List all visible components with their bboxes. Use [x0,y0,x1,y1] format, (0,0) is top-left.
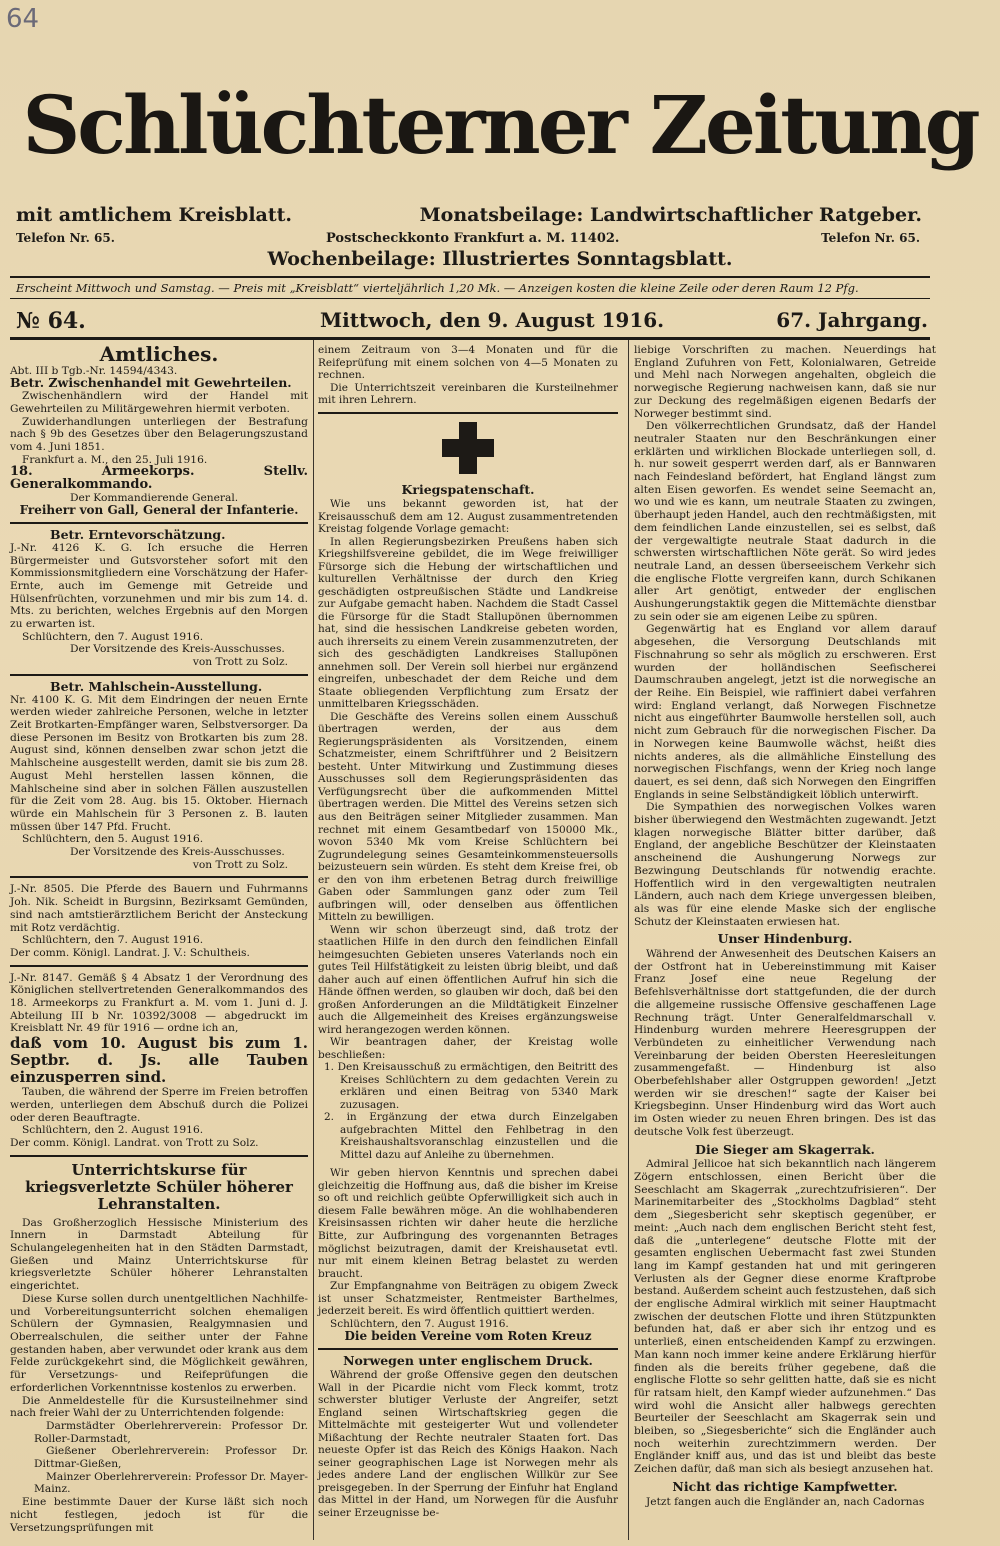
signature-title: Der Kommandierende General. [70,490,239,504]
paragraph: In allen Regierungsbezirken Preußens haben sich Kriegshilfsvereine gebildet, die im Wege freiwilliger Fürsorge sich die Hebung der wirtschaftlichen und kulturellen Verhältnisse der durch den Krieg geschädigten ostpreußischen Städte und Landkreise zur Aufgabe gemacht haben. Nachdem die Stadt Cassel die Fürsorge für die Stadt Stallupönen übernommen hat, sind die hessischen Landkreise gebeten worden, auch ihrerseits zu einem Verein zusammenzutreten, der sich des geschädigten Landkreises Stallupönen annehmen soll. Der Verein soll hierbei nur ergänzend eingreifen, unbeschadet der dem Reiche und dem Staate obliegenden Verpflichtung zum Ersatz der unmittelbaren Kriegsschäden. [318,535,618,711]
publication-info: Erscheint Mittwoch und Samstag. — Preis mit „Kreisblatt“ vierteljährlich 1,20 Mk. — Anzeigen kosten die kleine Zeile oder deren Raum 12 Pfg. [16,281,859,295]
pigeon-order: daß vom 10. August bis zum 1. Septbr. d. Js. alle Tauben einzusperren sind. [10,1034,308,1087]
separator [318,412,618,414]
notice-subject: Betr. Mahlschein-Ausstellung. [50,678,263,694]
section-heading-amtliches: Amtliches. [99,342,219,366]
section-heading-unterrichtskurse: Unterrichtskurse für kriegsverletzte Schüler höherer Lehranstalten. [25,1160,293,1213]
place-date: Schlüchtern, den 7. August 1916. [22,933,204,947]
place-date: Schlüchtern, den 5. August 1916. [22,832,204,846]
column-divider-1 [313,340,314,1540]
section-heading-norwegen: Norwegen unter englischem Druck. [343,1352,593,1368]
paragraph: liebige Vorschriften zu machen. Neuerdings hat England Zufuhren von Fett, Kolonialwaren, Getreide und Mehl nach Norwegen angehalten, obgleich die norwegische Regierung nachweisen kann, daß sie nur zur Deckung des regelmäßigen eigenen Bedarfs der Norweger bestimmt sind. [634,343,936,420]
paragraph: J.-Nr. 8147. Gemäß § 4 Absatz 1 der Verordnung des Königlichen stellvertretenden Generalkommandos des 18. Armeekorps zu Frankfurt a. M. vom 1. Juni d. J. Abteilung III b Nr. 10392/3008 — abgedruckt im Kreisblatt Nr. 49 für 1916 — ordne ich an, [10,970,308,1035]
issue-date: Mittwoch, den 9. August 1916. [320,308,665,332]
paragraph: Wir geben hiervon Kenntnis und sprechen dabei gleichzeitig die Hoffnung aus, daß die bisher im Kreise so oft und reichlich geübte Opferwilligkeit sich auch in diesem Falle bewähren möge. An die wohlhabenderen Kreisinsassen richten wir daher heute die herzliche Bitte, zur Aufbringung des vorgenannten Betrages möglichst beizutragen, damit der Kreishausetat evtl. nur mit einem kleinen Betrag belastet zu werden braucht. [318,1167,618,1280]
ref-number: Abt. III b Tgb.-Nr. 14594/4343. [10,363,178,377]
place-date: Schlüchtern, den 7. August 1916. [330,1317,509,1330]
weekly-supplement: Wochenbeilage: Illustriertes Sonntagsblatt. [267,248,733,270]
signature: von Trott zu Solz. [192,857,288,871]
telephone-right: Telefon Nr. 65. [821,231,920,245]
list-item: Mainzer Oberlehrerverein: Professor Dr. Mayer-Mainz. [34,1469,308,1496]
paragraph: Das Großherzoglich Hessische Ministerium des Innern in Darmstadt Abteilung für Schulangelegenheiten hat in den Städten Darmstadt, Gießen und Mainz Unterrichtskurse für kriegsverletzte Schüler höherer Lehranstalten eingerichtet. [10,1215,308,1293]
subtitle-monthly-supplement: Monatsbeilage: Landwirtschaftlicher Ratgeber. [419,204,922,226]
column-2 [318,344,618,1519]
paragraph: Während der Anwesenheit des Deutschen Kaisers an der Ostfront hat in Uebereinstimmung mit Kaiser Franz Josef eine neue Regelung der Befehlsverhältnisse dort stattgefunden, die der durch die allgemeine russische Offensive geschaffenen Lage Rechnung trägt. Unter Generalfeldmarschall v. Hindenburg wurden mehrere Heeresgruppen der Verbündeten zu einheitlicher Verwendung nach Vereinbarung der beiden Obersten Heeresleitungen zusammengefaßt. — Hindenburg ist also Oberbefehlshaber aller Ostgruppen geworden! „Jetzt werden wir sie dreschen!“ sagte der Kaiser bei Kriegsbeginn. Unser Hindenburg wird das Wort auch im Osten wieder zu neuen Ehren bringen. Des ist das deutsche Volk fest überzeugt. [634,947,936,1138]
separator [10,965,308,967]
paragraph: Zur Empfangnahme von Beiträgen zu obigem Zweck ist unser Schatzmeister, Rentmeister Barthelmes, jederzeit bereit. Es wird öffentlich quittiert werden. [318,1280,618,1318]
paragraph: Die Geschäfte des Vereins sollen einem Ausschuß übertragen werden, der aus dem Regierungspräsidenten als Vorsitzenden, einem Schatzmeister, einem Schriftführer und 2 Beisitzern besteht. Unter Mitwirkung und Zustimmung dieses Ausschusses soll dem Regierungspräsidenten das Verfügungsrecht über die aufkommenden Mittel übertragen werden. Die Mittel des Vereins setzen sich aus den Beiträgen seiner Mitglieder zusammen. Man rechnet mit einem Gesamtbedarf von 150000 Mk., wovon 5340 Mk vom Kreise Schlüchtern bei Zugrundelegung seines Gesamteinkommensteuersolls beizusteuern sein würden. Es steht dem Kreise frei, ob er den von ihm erbetenen Betrag durch freiwillige Gaben oder Sammlungen ganz oder zum Teil aufbringen will, oder denselben aus öffentlichen Mitteln zu bewilligen. [318,710,618,924]
header-rule-middle [10,298,930,299]
signature: Freiherr von Gall, General der Infanterie. [19,503,299,518]
paragraph: Nr. 4100 K. G. Mit dem Eindringen der neuen Ernte werden wieder zahlreiche Personen, welche in letzter Zeit Brotkarten-Empfänger waren, Selbstversorger. Da diese Personen im Besitz von Brotkarten bis zum 28. August sind, können denselben zwar schon jetzt die Mahlscheine ausgestellt werden, damit sie bis zum 28. August Mehl herstellen lassen können, die Mahlscheine sind aber in solchen Fällen auszustellen für die Zeit vom 28. Aug. bis 15. Oktober. Hiernach würde ein Mahlschein für 3 Personen z. B. lauten müssen über 147 Pfd. Frucht. [10,692,308,833]
signature: Der comm. Königl. Landrat. J. V.: Schultheis. [10,945,250,959]
paragraph: Zwischenhändlern wird der Handel mit Gewehrteilen zu Militärgewehren hiermit verboten. [10,389,308,415]
list-item: 1. Den Kreisausschuß zu ermächtigen, den Beitritt des Kreises Schlüchtern zu dem gedachten Verein zu erklären und einen Beitrag von 5340 Mark zuzusagen. [324,1061,618,1111]
separator [10,1155,308,1157]
issue-number: № 64. [16,308,86,334]
separator [10,674,308,676]
separator [10,876,308,878]
header-rule-top [10,276,930,278]
corps-line: 18. Armeekorps. Stellv. Generalkommando. [10,464,308,493]
paragraph: Wenn wir schon überzeugt sind, daß trotz der staatlichen Hilfe in den durch den feindlichen Einfall heimgesuchten Gebieten unseres Vaterlands noch ein gutes Teil Hilfstätigkeit zu leisten übrig bleibt, und daß daher auch auf einen öffentlichen Aufruf hin sich die Hände öffnen werden, so glauben wir doch, daß bei den großen Anforderungen an die Mildtätigkeit Einzelner auch die Allgemeinheit des Kreises ergänzungsweise wird herangezogen werden können. [318,923,618,1036]
paragraph: Gegenwärtig hat es England vor allem darauf abgesehen, die Versorgung Deutschlands mit Fischnahrung so sehr als möglich zu erschweren. Erst wurden der holländischen Seefischerei Daumschrauben angelegt, jetzt ist die norwegische an der Reihe. Ein Beispiel, wie raffiniert dabei verfahren wird: England verlangt, daß Norwegen Fischnetze nicht aus eingeführter Baumwolle herstellen soll, auch nicht zum Gebrauch für die norwegischen Fischer. Da in Norwegen keine Baumwolle wächst, heißt dies nichts anderes, als die allmähliche Einstellung des norwegischen Fischfangs, wenn der Krieg noch lange dauert, es sei denn, daß sich Norwegen den Eingriffen Englands in seine Selbständigkeit löblich unterwirft. [634,622,936,801]
paragraph: Die Sympathien des norwegischen Volkes waren bisher überwiegend den Westmächten zugewandt. Jetzt klagen norwegische Blätter bitter darüber, daß England, der angebliche Beschützer der Kleinstaaten anscheinend die Aushungerung Norwegs zur Bezwingung Deutschlands für notwendig erachte. Hoffentlich wird in den vergewaltigten neutralen Ländern, auch nach dem Kriege unvergessen bleiben, als was für eine elende Maske sich der englische Schutz der Kleinstaaten erwiesen hat. [634,800,936,928]
paragraph: Zuwiderhandlungen unterliegen der Bestrafung nach § 9b des Gesetzes über den Belagerungszustand vom 4. Juni 1851. [10,414,308,453]
paragraph: Die Unterrichtszeit vereinbaren die Kursteilnehmer mit ihren Lehrern. [318,381,618,407]
column-3 [634,344,936,1508]
paragraph: einem Zeitraum von 3—4 Monaten und für die Reifeprüfung mit einem solchen von 4—5 Monaten zu rechnen. [318,344,618,382]
paragraph: Wir beantragen daher, der Kreistag wolle beschließen: [318,1036,618,1061]
notice-subject: Betr. Erntevorschätzung. [50,527,226,543]
signature-title: Der Vorsitzende des Kreis-Ausschusses. [70,642,285,656]
place-date: Frankfurt a. M., den 25. Juli 1916. [22,452,208,466]
signature-title: Der Vorsitzende des Kreis-Ausschusses. [70,845,285,859]
signature: Die beiden Vereine vom Roten Kreuz [344,1329,592,1344]
paragraph: Den völkerrechtlichen Grundsatz, daß der Handel neutraler Staaten nur den Beschränkungen einer erklärten und wirklichen Blockade unterliegen soll, d. h. nur soweit gesperrt werden darf, als er Bannwaren nach Feindesland befördert, hat England längst zum alten Eisen geworfen. Es wendet seine Seemacht an, wo und wie es kann, um neutrale Staaten zu zwingen, überhaupt jeden Handel, auch den rechtmäßigsten, mit dem feindlichen Lande einzustellen, sei es selbst, daß der vergewaltigte neutrale Staat dadurch in die schwersten wirtschaftlichen Nöte gerät. So wird jedes neutrale Land, an dessen überseeischem Verkehr sich die englische Flotte vergreifen kann, durch Schikanen aller Art genötigt, entweder der englischen Aushungerungstaktik gegen die Mittemächte dienstbar zu sein oder sie am eigenen Leibe zu spüren. [634,419,936,623]
column-divider-2 [628,340,629,1540]
handwritten-page-number: 64 [6,4,40,34]
paragraph: J.-Nr. 8505. Die Pferde des Bauern und Fuhrmanns Joh. Nik. Scheidt in Burgsinn, Bezirksamt Gemünden, sind nach amtstierärztlichem Bericht der Ansteckung mit Rotz verdächtig. [10,882,308,934]
newspaper-title: Schlüchterner Zeitung [22,78,978,172]
place-date: Schlüchtern, den 7. August 1916. [22,629,204,643]
list-item: 2. in Ergänzung der etwa durch Einzelgaben aufgebrachten Mittel den Fehlbetrag in den Kreishaushaltsvoranschlag einzustellen und die Mittel dazu auf Anleihe zu übernehmen. [324,1111,618,1161]
section-heading-skagerrak: Die Sieger am Skagerrak. [695,1141,875,1157]
postcheck-account: Postscheckkonto Frankfurt a. M. 11402. [326,231,620,246]
notice-subject: Betr. Zwischenhandel mit Gewehrteilen. [10,375,292,391]
separator [10,522,308,524]
signature: Der comm. Königl. Landrat. von Trott zu Solz. [10,1135,259,1149]
signature: von Trott zu Solz. [192,655,288,669]
section-heading-kriegspatenschaft: Kriegspatenschaft. [401,481,535,497]
paragraph: Admiral Jellicoe hat sich bekanntlich nach längerem Zögern entschlossen, einen Bericht über die Seeschlacht am Skagerrak „zurechtzufrisieren“. Der Marinemitarbeiter des „Stockholms Dagblad“ steht dem „Siegesbericht sehr skeptisch gegenüber, er meint: „Auch nach dem englischen Bericht steht fest, daß die „unterlegene“ deutsche Flotte mit der gesamten englischen Uebermacht fast zwei Stunden lang im Kampf gestanden hat und mit geringeren Verlusten als der Gegner diese enorme Kraftprobe bestand. Außerdem scheint auch festzustehen, daß sich der englische Admiral wirklich mit seiner Hauptmacht zwischen der deutschen Flotte und ihren Stützpunkten befunden hat, daß er aber sich ihr entzog und es unterließ, einen entscheidenden Kampf zu erzwingen. Man kann noch immer keine andere Erklärung hierfür finden als die bereits früher gegebene, daß die englische Flotte so sehr gelitten hatte, daß sie es nicht für ratsam hielt, den Kampf wieder aufzunehmen.“ Das wird wohl die Ansicht aller halbwegs gerechten Beurteiler der Seeschlacht am Skagerrak sein und bleiben, so „Siegesberichte“ sich die Engländer auch noch weiterhin zurechtzimmern werden. Der Engländer kniff aus, und das ist und bleibt das beste Zeichen dafür, daß man sich als besiegt anzusehen hat. [634,1157,936,1476]
place-date: Schlüchtern, den 2. August 1916. [22,1123,204,1137]
paragraph: Diese Kurse sollen durch unentgeltlichen Nachhilfe- und Vorbereitungsunterricht solchen ehemaligen Schülern der Gymnasien, Realgymnasien und Oberrealschulen, die seither unter der Fahne gestanden haben, aber verwundet oder krank aus dem Felde zurückgekehrt sind, die Möglichkeit gewähren, für Versetzungs- und Reifeprüfungen die erforderlichen Vorkenntnisse kostenlos zu erwerben. [10,1291,308,1394]
telephone-left: Telefon Nr. 65. [16,231,115,245]
column-1 [10,344,308,1534]
section-heading-hindenburg: Unser Hindenburg. [717,931,853,947]
paragraph: Jetzt fangen auch die Engländer an, nach Cadornas [646,1494,925,1508]
section-heading-kampfwetter: Nicht das richtige Kampfwetter. [672,1478,898,1494]
paragraph: Die Anmeldestelle für die Kursusteilnehmer sind nach freier Wahl der zu Unterrichtenden folgende: [10,1393,308,1420]
red-cross-icon [442,422,494,474]
paragraph: J.-Nr. 4126 K. G. Ich ersuche die Herren Bürgermeister und Gutsvorsteher sofort mit den Kommissionsmitgliedern eine Vorschätzung der Hafer-Ernte, auch im Gemenge mit Getreide und Hülsenfrüchten, vorzunehmen und mir bis zum 14. d. Mts. zu berichten, welches Ergebnis auf den Morgen zu erwarten ist. [10,540,308,631]
list-item: Darmstädter Oberlehrerverein: Professor Dr. Roller-Darmstadt, [34,1418,308,1445]
separator [318,1348,618,1350]
header-rule-bottom [10,337,930,340]
volume-year: 67. Jahrgang. [776,308,928,332]
paragraph: Während der große Offensive gegen den deutschen Wall in der Picardie nicht vom Fleck kommt, trotz schwerster blutiger Verluste der Angreifer, setzt England seinen Wirtschaftskrieg gegen die Mittelmächte mit gesteigerter Wut und vollendeter Mißachtung der Rechte neutraler Staaten fort. Das neueste Opfer ist das Reich des Königs Haakon. Nach seiner geographischen Lage ist Norwegen mehr als jedes andere Land der englischen Willkür zur See preisgegeben. In der Sperrung der Einfuhr hat England das Mittel in der Hand, um Norwegen für die Ausfuhr seiner Erzeugnisse be- [318,1369,618,1519]
paragraph: Wie uns bekannt geworden ist, hat der Kreisausschuß dem am 12. August zusammentretenden Kreistag folgende Vorlage gemacht: [318,498,618,536]
subtitle-kreisblatt: mit amtlichem Kreisblatt. [16,204,293,226]
paragraph: Tauben, die während der Sperre im Freien betroffen werden, unterliegen dem Abschuß durch die Polizei oder deren Beauftragte. [10,1085,308,1124]
paragraph: Eine bestimmte Dauer der Kurse läßt sich noch nicht festlegen, jedoch ist für die Versetzungsprüfungen mit [10,1495,308,1534]
list-item: Gießener Oberlehrerverein: Professor Dr. Dittmar-Gießen, [34,1444,308,1471]
